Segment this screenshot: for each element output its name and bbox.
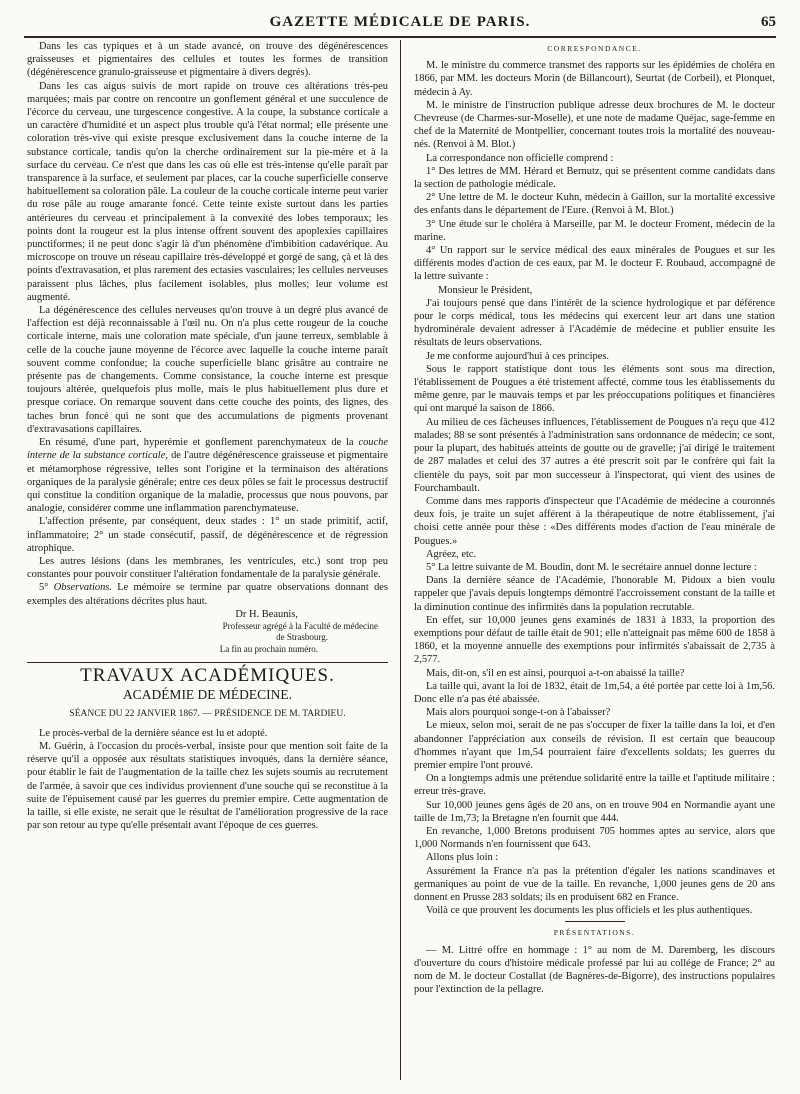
- paragraph: Le mieux, selon moi, serait de ne pas s'occuper de fixer la taille dans la loi, et d'en abandonner l'appréciation aux conseils de révision. Il est certain que beaucoup d'hommes n'ayant que 1m,54 pourraient faire d'excellents soldats; les guerres du premier empire l'ont prouvé.: [414, 720, 775, 771]
- author-signature: Dr H. Beaunis,: [235, 608, 298, 620]
- section-subtitle: ACADÉMIE DE MÉDECINE.: [122, 687, 293, 703]
- paragraph: La dégénérescence des cellules nerveuses qu'on trouve à un degré plus avancé de l'affection est déjà reconnaissable à l'œil nu. On n'a plus cette rougeur de la couche corticale interne, mais une coloration mate spéciale, d'un jaune terreux, semblable à celle de la couche jaune moyenne de l'écorce avec laquelle la couche interne paraît souvent comme confondue; la couche superficielle blanc grisâtre au contraire ne présente pas de changements. Comme consistance, la couche interne est presque toujours altérée, quelquefois plus molle, mais le plus habituellement plus dure et presque coriace. On remarque souvent dans cette couche des points, des lignes, des taches brun foncé qui ne sont que des accumulations de pigments provenant d'extravasations capillaires.: [27, 305, 388, 435]
- paragraph: Comme dans mes rapports d'inspecteur que l'Académie de médecine a couronnés deux fois, je traite un sujet afférent à la thérapeutique de notre établissement, j'ai choisi cette année pour thèse : «Des différents modes d'action de l'eau minérale de Pougues.»: [414, 495, 775, 547]
- paragraph: Les autres lésions (dans les membranes, les ventricules, etc.) sont trop peu constantes pour pouvoir constituer l'altération fondamentale de la paralysie générale.: [27, 555, 388, 581]
- text-run: En résumé, d'une part, hyperémie et gonflement parenchymateux de la: [39, 437, 359, 449]
- paragraph: Sur 10,000 jeunes gens âgés de 20 ans, on en trouve 904 en Normandie ayant une taille de 1m,73; la Bretagne n'en fournit que 444.: [414, 799, 775, 824]
- paragraph: 1° Des lettres de MM. Hérard et Bernutz, qui se présentent comme candidats dans la section de pathologie médicale.: [414, 165, 775, 191]
- page-number: 65: [761, 14, 776, 30]
- page-header: [24, 14, 776, 38]
- paragraph: 3° Une étude sur le choléra à Marseille, par M. le docteur Froment, médecin de la marine.: [414, 218, 775, 243]
- author-affiliation: Professeur agrégé à la Faculté de médecine: [222, 620, 378, 631]
- paragraph: On a longtemps admis une prétendue solidarité entre la taille et l'aptitude militaire : erreur très-grave.: [414, 773, 775, 798]
- text-run: 5°: [39, 582, 54, 594]
- paragraph: J'ai toujours pensé que dans l'intérêt de la science hydrologique et par déférence pour le corps médical, tous les médecins qui exercent leur art dans une station hydrominérale devaient adresser à l'Académie de médecine et publier ensuite les résultats de leurs observations.: [414, 297, 775, 349]
- paragraph: Assurément la France n'a pas la prétention d'égaler les nations scandinaves et germaniques au point de vue de la taille. En revanche, 1,000 jeunes gens de 20 ans donnent en Prusse 283 soldats; ils en produisent 682 en France.: [414, 865, 775, 903]
- paragraph: 4° Un rapport sur le service médical des eaux minérales de Pougues et sur les différents modes d'action de ces eaux, par M. le docteur F. Roubaud, accompagné de la lettre suivante :: [414, 245, 775, 283]
- paragraph: Dans les cas aigus suivis de mort rapide on trouve ces altérations très-peu marquées; mais par contre on rencontre un gonflement général et une succulence de l'écorce du cerveau, une turgescence congestive. A la coupe, la substance corticale a un caractère d'humidité et un aspect plus trouble qu'à l'état normal; elle présente une coloration très-vive qui existe presque exclusivement dans la couche interne de la substance corticale, tandis qu'on la cherche ordinairement sur la pie-mère et à la surface du cerveau. Ce n'est que dans les cas où elle est très-intense qu'elle paraît par transparence à la surface, et seulement par places, car la couche superficielle conserve habituellement sa coloration pâle. La couleur de la couche corticale interne peut varier du rose pâle au rouge amarante foncé. Cette teinte existe surtout dans les parties antérieures du cerveau et principalement à la convexité des lobes temporaux; les points dont la rougeur est la plus intense offrent souvent des apoplexies capillaires punctiformes; il ne peut donc s'agir là d'un phénomène d'imbibition cadavérique. Au microscope on trouve un réseau capillaire très-développé et gorgé de sang, çà et là des points d'extravasation, et plus rarement des ectasies vasculaires; les cellules nerveuses paraissent plus lâches, plus facilement isolables, plus molles; leur volume est augmenté.: [27, 80, 388, 303]
- paragraph: 5° La lettre suivante de M. Boudin, dont M. le secrétaire annuel donne lecture :: [426, 561, 757, 573]
- paragraph: — M. Littré offre en hommage : 1° au nom de M. Daremberg, les discours d'ouverture du cours d'histoire médicale professé par lui au collége de France; 2° au nom de M. le docteur Costallat (de Bagnères-de-Bigorre), des instructions populaires pour l'extinction de la pellagre.: [414, 944, 775, 996]
- paragraph: Je me conforme aujourd'hui à ces principes.: [426, 350, 610, 362]
- paragraph: Monsieur le Président,: [438, 284, 533, 296]
- section-heading: CORRESPONDANCE.: [547, 44, 642, 53]
- paragraph: 2° Une lettre de M. le docteur Kuhn, médecin à Gaillon, sur la mortalité excessive des enfants dans le département de l'Eure. (Renvoi à M. Blot.): [414, 192, 775, 217]
- paragraph: M. Guérin, à l'occasion du procès-verbal, insiste pour que mention soit faite de la réserve qu'il a opposée aux résultats statistiques invoqués, dans la dernière séance, pour établir le fait de l'augmentation de la taille chez les sujets soumis au recrutement de l'armée, à savoir que ces individus proviennent d'une souche qui se reconstitue à la suite de l'épuisement causé par les guerres du premier empire. Cette augmentation de la taille, si elle existe, ne serait que le résultat de l'amélioration progressive de la race par son retour au type qu'elle présentait avant l'époque de ces guerres.: [27, 740, 388, 832]
- paragraph: Au milieu de ces fâcheuses influences, l'établissement de Pougues n'a reçu que 412 malades; 88 se sont présentés à l'administration sans ordonnance de médecin; ce sont, pour la plupart, des habitués atteints de goutte ou de gravelle; j'ai dirigé le traitement de 287 malades et celui des 37 autres a été prescrit soit par le confrère qui fait la clientèle du pays, soit par mon successeur à l'inspectorat, qui vient des usines de Fourchambault.: [414, 416, 775, 494]
- paragraph: Mais alors pourquoi songe-t-on à l'abaisser?: [426, 707, 611, 719]
- paragraph: Agréez, etc.: [426, 548, 477, 560]
- separator-rule: [565, 921, 625, 922]
- paragraph: Le procès-verbal de la dernière séance est lu et adopté.: [39, 727, 268, 739]
- sitting-line: SÉANCE DU 22 JANVIER 1867. — PRÉSIDENCE DE M. TARDIEU.: [69, 708, 346, 719]
- section-title: TRAVAUX ACADÉMIQUES.: [80, 665, 335, 687]
- paragraph: Dans la dernière séance de l'Académie, l'honorable M. Pidoux a bien voulu rappeler que j'avais depuis longtemps démontré l'accroissement constant de la taille et la diminution continue des infirmités dans la population recrutable.: [414, 575, 775, 613]
- paragraph: [27, 436, 388, 515]
- paragraph: M. le ministre du commerce transmet des rapports sur les épidémies de choléra en 1866, par MM. les docteurs Morin (de Billancourt), Seurtat (de Corbeil), et Plonquet, médecin à Ay.: [414, 60, 775, 98]
- paragraph: Sous le rapport statistique dont tous les éléments sont sous ma direction, l'établissement de Pougues a été tristement affecté, comme tous les établissements du même genre, par le mauvais temps et par les préoccupations politiques et financières qui ont marqué la saison de 1866.: [414, 363, 775, 415]
- paragraph: Dans les cas typiques et à un stade avancé, on trouve des dégénérescences graisseuses et pigmentaires des cellules et toutes les formes de transition (dégénérescence granulo-graisseuse et pigmentaire à divers degrés).: [27, 41, 388, 79]
- section-rule: [27, 662, 388, 663]
- paragraph: Mais, dit-on, s'il en est ainsi, pourquoi a-t-on abaissé la taille?: [426, 667, 685, 679]
- column-divider: [400, 40, 401, 1080]
- text-run: Le mémoire se termine par quatre observations donnant des exemples des altérations décrites plus haut.: [27, 582, 388, 607]
- author-affiliation: de Strasbourg.: [276, 631, 328, 642]
- left-column: [27, 40, 388, 832]
- paragraph: M. le ministre de l'instruction publique adresse deux brochures de M. le docteur Chevreuse (de Charmes-sur-Moselle), et une note de madame Quéjac, sage-femme en chef de la Maternité de Montpellier, concernant toutes trois la mortalité des nouveau-nés. (Renvoi à M. Blot.): [414, 99, 775, 151]
- paragraph: La taille qui, avant la loi de 1832, était de 1m,54, a été portée par cette loi à 1m,56. Donc elle n'a pas été abaissée.: [414, 680, 775, 705]
- paragraph: En revanche, 1,000 Bretons produisent 705 hommes aptes au service, alors que 1,000 Normands n'en fournissent que 643.: [414, 825, 775, 851]
- paragraph: En effet, sur 10,000 jeunes gens examinés de 1831 à 1833, la proportion des exemptions pour défaut de taille était de 901; elle n'atteignait pas même 600 de 1858 à 1860, et la moyenne annuelle des exemptions pour infirmités s'abaissait de 2,735 à 2,577.: [414, 614, 775, 666]
- right-column: [414, 40, 775, 996]
- paragraph: Voilà ce que prouvent les documents les plus officiels et les plus authentiques.: [426, 905, 753, 917]
- paragraph: [27, 581, 388, 607]
- journal-title: GAZETTE MÉDICALE DE PARIS.: [269, 14, 531, 30]
- section-heading: PRÉSENTATIONS.: [553, 928, 636, 938]
- paragraph: La correspondance non officielle comprend :: [426, 152, 614, 164]
- to-be-continued: La fin au prochain numéro.: [219, 643, 318, 654]
- paragraph: Allons plus loin :: [426, 852, 499, 864]
- emphasis: Observations.: [53, 582, 112, 594]
- paragraph: L'affection présente, par conséquent, deux stades : 1° un stade primitif, actif, inflammatoire; 2° un stade consécutif, passif, de dégénérescence et de régression atrophique.: [27, 516, 388, 554]
- text-run: , de l'autre dégénérescence graisseuse et pigmentaire et métamorphose régressive, telles sont l'origine et la terminaison des altérations organiques de la paralysie générale; entre ces deux pôles se fait le processus destructif qui constitue la condition organique de la maladie, processus que nous pouvons, par analogie, considérer comme une inflammation parenchymateuse.: [27, 450, 389, 515]
- emphasis: couche interne de la substance corticale: [27, 437, 388, 462]
